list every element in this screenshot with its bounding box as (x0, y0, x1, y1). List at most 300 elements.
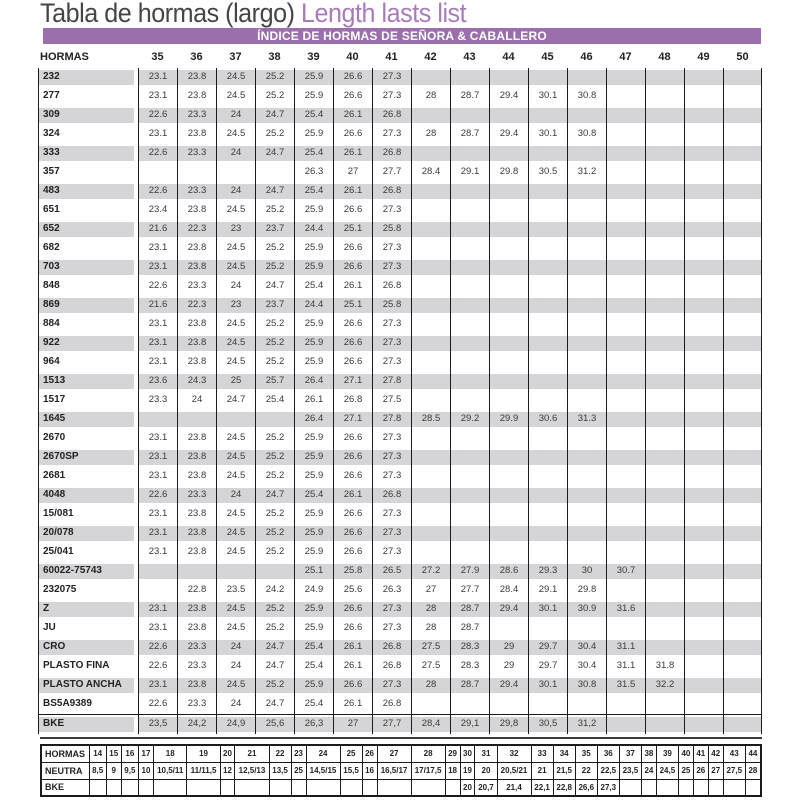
table-cell (684, 715, 723, 734)
table-cell (450, 201, 489, 220)
table-cell (489, 543, 528, 562)
table-cell (606, 353, 645, 372)
table-cell (567, 277, 606, 296)
bottom-row (41, 745, 761, 762)
table-cell (723, 448, 762, 467)
table-cell (489, 391, 528, 410)
bottom-cell: 15 (106, 745, 121, 762)
table-cell: 27.1 (333, 410, 372, 429)
table-cell: 26.1 (294, 391, 333, 410)
table-cell: 24 (216, 695, 255, 714)
table-cell: 23.1 (138, 315, 177, 334)
size-header: 41 (385, 51, 398, 63)
table-cell: 25.2 (255, 125, 294, 144)
bottom-cell: 20 (460, 779, 475, 796)
table-cell (684, 125, 723, 144)
table-cell: 25.2 (255, 524, 294, 543)
table-cell (450, 505, 489, 524)
table-cell (489, 619, 528, 638)
table-cell (684, 182, 723, 201)
table-cell: 25.4 (294, 486, 333, 505)
table-cell: 24.5 (216, 315, 255, 334)
table-cell (723, 182, 762, 201)
table-cell: 26.1 (333, 277, 372, 296)
table-cell: 25.9 (294, 125, 333, 144)
table-cell: 25.4 (294, 638, 333, 657)
table-cell (645, 524, 684, 543)
bottom-cell: 21 (531, 762, 553, 779)
table-cell: 26.8 (372, 695, 411, 714)
table-row (38, 505, 762, 524)
table-cell (606, 201, 645, 220)
table-cell (606, 239, 645, 258)
table-row (38, 220, 762, 239)
table-cell (489, 201, 528, 220)
table-cell: 23.8 (177, 600, 216, 619)
table-cell: 27.3 (372, 600, 411, 619)
table-cell: 22.6 (138, 106, 177, 125)
table-cell: 30.7 (606, 562, 645, 581)
row-label: CRO (38, 638, 134, 657)
table-cell: 28 (411, 600, 450, 619)
table-cell (528, 68, 567, 87)
table-cell (645, 277, 684, 296)
table-cell: 26.1 (333, 106, 372, 125)
bottom-cell: 17 (139, 745, 154, 762)
table-cell: 30.1 (528, 87, 567, 106)
table-row (38, 562, 762, 581)
bottom-cell: 28 (411, 745, 445, 762)
table-cell: 23.1 (138, 448, 177, 467)
table-cell: 24.7 (255, 182, 294, 201)
bottom-cell (377, 779, 411, 796)
table-cell: 22.6 (138, 277, 177, 296)
table-cell (684, 638, 723, 657)
bottom-cell (693, 779, 708, 796)
table-cell (528, 144, 567, 163)
table-cell (177, 163, 216, 182)
bottom-cell (340, 779, 362, 796)
table-cell: 27.5 (411, 657, 450, 676)
table-cell (489, 277, 528, 296)
table-cell: 30.1 (528, 125, 567, 144)
table-cell (606, 391, 645, 410)
table-cell: 23.8 (177, 448, 216, 467)
table-cell (567, 467, 606, 486)
table-cell: 31.8 (645, 657, 684, 676)
table-row (38, 467, 762, 486)
table-cell: 29.1 (450, 163, 489, 182)
table-cell: 24.5 (216, 467, 255, 486)
table-cell: 25.2 (255, 87, 294, 106)
table-cell: 23.1 (138, 467, 177, 486)
table-cell (489, 486, 528, 505)
bottom-cell: 22,5 (597, 762, 619, 779)
table-cell: 23.3 (177, 695, 216, 714)
table-cell (684, 353, 723, 372)
table-cell: 24,9 (216, 715, 255, 734)
table-cell: 24 (216, 106, 255, 125)
table-cell: 27.1 (333, 372, 372, 391)
table-cell (411, 239, 450, 258)
table-cell: 26.6 (333, 68, 372, 87)
table-banner: ÍNDICE DE HORMAS DE SEÑORA & CABALLERO (43, 28, 761, 44)
table-cell: 26.6 (333, 619, 372, 638)
table-cell: 25.9 (294, 87, 333, 106)
table-cell: 23.1 (138, 353, 177, 372)
table-cell: 24 (216, 182, 255, 201)
table-cell (723, 391, 762, 410)
table-cell (723, 695, 762, 714)
divider-rule (40, 737, 762, 739)
table-cell: 26.1 (333, 182, 372, 201)
size-header: 49 (697, 51, 710, 63)
row-label: 20/078 (38, 524, 134, 543)
table-cell (177, 562, 216, 581)
table-cell (567, 182, 606, 201)
table-cell (528, 619, 567, 638)
table-cell: 29.4 (489, 676, 528, 695)
table-cell (489, 68, 528, 87)
table-cell: 29.1 (528, 581, 567, 600)
table-cell: 28.7 (450, 619, 489, 638)
table-cell (606, 258, 645, 277)
table-cell (684, 619, 723, 638)
table-cell: 25.2 (255, 239, 294, 258)
table-row (38, 239, 762, 258)
table-cell (528, 372, 567, 391)
table-cell: 25.7 (255, 372, 294, 391)
table-cell: 30.1 (528, 676, 567, 695)
table-row (38, 581, 762, 600)
table-row (38, 410, 762, 429)
table-cell: 25.2 (255, 68, 294, 87)
size-header: 48 (658, 51, 671, 63)
table-cell (645, 334, 684, 353)
table-row (38, 448, 762, 467)
table-row (38, 600, 762, 619)
table-cell: 27 (333, 715, 372, 734)
table-cell: 29.7 (528, 638, 567, 657)
table-cell (528, 486, 567, 505)
bottom-table-wrap (40, 744, 762, 797)
bottom-cell: 22,1 (531, 779, 553, 796)
table-cell: 23.1 (138, 87, 177, 106)
row-label: 682 (38, 239, 134, 258)
table-cell: 26.3 (372, 581, 411, 600)
table-cell (450, 182, 489, 201)
size-header: 36 (190, 51, 203, 63)
table-cell: 24.7 (255, 695, 294, 714)
bottom-cell: 25 (340, 745, 362, 762)
table-cell (645, 353, 684, 372)
bottom-cell: 20,7 (475, 779, 497, 796)
table-cell (684, 334, 723, 353)
table-cell: 24 (216, 486, 255, 505)
row-label: 2681 (38, 467, 134, 486)
table-cell: 23.3 (177, 657, 216, 676)
table-cell (450, 68, 489, 87)
table-cell (723, 524, 762, 543)
table-cell: 25.4 (255, 391, 294, 410)
bottom-cell: 11/11,5 (187, 762, 220, 779)
table-cell: 30,5 (528, 715, 567, 734)
table-cell (450, 315, 489, 334)
table-cell: 25.9 (294, 676, 333, 695)
bottom-table (40, 744, 762, 797)
row-label: PLASTO ANCHA (38, 676, 134, 695)
table-cell: 27.5 (372, 391, 411, 410)
table-cell (684, 163, 723, 182)
table-cell: 27 (411, 581, 450, 600)
row-label: 922 (38, 334, 134, 353)
table-cell (528, 220, 567, 239)
table-cell: 25.2 (255, 334, 294, 353)
table-cell (489, 372, 528, 391)
table-cell: 29 (489, 638, 528, 657)
table-cell: 26.6 (333, 125, 372, 144)
table-cell: 25.1 (294, 562, 333, 581)
table-cell: 24.5 (216, 68, 255, 87)
table-cell: 23.8 (177, 619, 216, 638)
table-cell (528, 429, 567, 448)
table-cell: 24.5 (216, 201, 255, 220)
table-cell (645, 467, 684, 486)
table-cell: 24.5 (216, 87, 255, 106)
table-cell: 24.5 (216, 125, 255, 144)
table-cell (450, 543, 489, 562)
bottom-cell (153, 779, 187, 796)
table-cell (567, 144, 606, 163)
table-cell: 28.6 (489, 562, 528, 581)
table-cell: 32.2 (645, 676, 684, 695)
table-cell: 25,6 (255, 715, 294, 734)
table-cell (723, 581, 762, 600)
table-cell: 25.9 (294, 239, 333, 258)
bottom-cell: 15,5 (340, 762, 362, 779)
size-header: 35 (151, 51, 164, 63)
bottom-cell: 38 (641, 745, 656, 762)
table-cell: 26,3 (294, 715, 333, 734)
table-cell (489, 524, 528, 543)
row-label: BS5A9389 (38, 695, 134, 714)
table-cell (138, 581, 177, 600)
table-cell: 26.6 (333, 258, 372, 277)
table-row (38, 486, 762, 505)
bottom-cell: 14,5/15 (306, 762, 340, 779)
row-label: Z (38, 600, 134, 619)
table-cell: 23.3 (177, 182, 216, 201)
row-label: 277 (38, 87, 134, 106)
table-cell: 24.7 (255, 657, 294, 676)
table-cell (177, 410, 216, 429)
table-cell: 27.3 (372, 619, 411, 638)
table-cell (450, 277, 489, 296)
table-cell (684, 296, 723, 315)
table-cell: 25.9 (294, 467, 333, 486)
table-cell (645, 715, 684, 734)
table-cell: 29,8 (489, 715, 528, 734)
table-cell (450, 239, 489, 258)
row-label: 60022-75743 (38, 562, 134, 581)
table-cell (489, 220, 528, 239)
table-cell: 27.8 (372, 410, 411, 429)
table-cell: 24.5 (216, 353, 255, 372)
table-cell (567, 334, 606, 353)
bottom-cell (89, 779, 106, 796)
table-cell: 24 (216, 657, 255, 676)
table-cell: 23.3 (177, 277, 216, 296)
table-cell: 25.2 (255, 201, 294, 220)
table-cell: 26.8 (372, 144, 411, 163)
table-cell: 25.9 (294, 448, 333, 467)
table-cell (684, 524, 723, 543)
table-cell: 25.4 (294, 657, 333, 676)
table-cell: 25.9 (294, 619, 333, 638)
bottom-cell: 29 (445, 745, 460, 762)
table-cell (606, 581, 645, 600)
table-cell (489, 505, 528, 524)
table-cell: 25.8 (333, 562, 372, 581)
table-cell (411, 543, 450, 562)
table-cell: 25.9 (294, 543, 333, 562)
table-cell: 27.3 (372, 524, 411, 543)
table-cell (567, 486, 606, 505)
bottom-cell: 39 (656, 745, 678, 762)
table-cell (567, 68, 606, 87)
bottom-cell (139, 779, 154, 796)
bottom-cell (708, 779, 723, 796)
table-cell (606, 87, 645, 106)
table-cell: 24.7 (255, 277, 294, 296)
table-cell: 23.1 (138, 258, 177, 277)
table-cell (411, 334, 450, 353)
size-header: 43 (463, 51, 476, 63)
table-cell: 30.8 (567, 676, 606, 695)
table-cell (645, 144, 684, 163)
table-cell (489, 315, 528, 334)
table-cell: 24.5 (216, 600, 255, 619)
table-cell: 26.1 (333, 638, 372, 657)
table-cell (450, 258, 489, 277)
table-cell: 23.1 (138, 239, 177, 258)
table-cell: 27.3 (372, 315, 411, 334)
table-cell (567, 429, 606, 448)
table-cell: 25.8 (372, 296, 411, 315)
table-cell: 23.8 (177, 676, 216, 695)
table-cell (684, 372, 723, 391)
table-cell (645, 372, 684, 391)
table-cell (450, 429, 489, 448)
table-cell: 28.3 (450, 657, 489, 676)
table-row (38, 68, 762, 87)
table-cell: 26.6 (333, 87, 372, 106)
table-cell (606, 163, 645, 182)
size-header: 50 (736, 51, 749, 63)
table-cell: 25.2 (255, 676, 294, 695)
table-cell (255, 562, 294, 581)
table-cell (723, 68, 762, 87)
table-cell: 22.6 (138, 638, 177, 657)
bottom-row (41, 779, 761, 796)
table-cell (723, 600, 762, 619)
bottom-cell: 18 (445, 762, 460, 779)
bottom-cell: 20,5/21 (497, 762, 531, 779)
table-cell: 23.1 (138, 125, 177, 144)
table-cell: 23.8 (177, 334, 216, 353)
table-cell (606, 429, 645, 448)
table-cell (255, 410, 294, 429)
table-cell: 24.5 (216, 524, 255, 543)
bottom-cell: 26,6 (575, 779, 597, 796)
table-cell (645, 448, 684, 467)
table-cell: 26.4 (294, 410, 333, 429)
table-cell (606, 505, 645, 524)
table-cell (528, 239, 567, 258)
table-cell (411, 277, 450, 296)
table-cell (567, 106, 606, 125)
table-cell (528, 315, 567, 334)
table-cell (450, 391, 489, 410)
table-cell (411, 372, 450, 391)
table-cell (684, 220, 723, 239)
table-cell (723, 562, 762, 581)
table-cell (528, 524, 567, 543)
bottom-cell: 16 (121, 745, 138, 762)
row-label: 2670 (38, 429, 134, 448)
table-cell: 23.8 (177, 505, 216, 524)
table-cell (723, 638, 762, 657)
table-cell: 31.1 (606, 638, 645, 657)
table-cell: 22.6 (138, 695, 177, 714)
table-cell (684, 144, 723, 163)
table-cell (645, 505, 684, 524)
table-cell: 25.6 (333, 581, 372, 600)
table-cell: 26.8 (372, 657, 411, 676)
bottom-cell: 31 (475, 745, 497, 762)
bottom-cell: 36 (597, 745, 619, 762)
bottom-cell: 27,5 (723, 762, 745, 779)
table-cell: 28 (411, 125, 450, 144)
table-cell: 25.4 (294, 695, 333, 714)
table-cell (138, 163, 177, 182)
table-cell (723, 106, 762, 125)
table-cell (723, 144, 762, 163)
table-cell (528, 695, 567, 714)
bottom-cell: 27,3 (597, 779, 619, 796)
table-cell: 24.7 (255, 486, 294, 505)
table-cell (645, 391, 684, 410)
table-row (38, 714, 762, 734)
table-cell (528, 448, 567, 467)
table-cell: 30.9 (567, 600, 606, 619)
table-cell: 23.8 (177, 201, 216, 220)
table-cell: 25 (216, 372, 255, 391)
size-header: 46 (580, 51, 593, 63)
table-row (38, 391, 762, 410)
table-cell: 29.4 (489, 87, 528, 106)
table-cell: 23.8 (177, 87, 216, 106)
table-cell (411, 695, 450, 714)
table-cell (723, 486, 762, 505)
table-cell: 24 (177, 391, 216, 410)
table-cell (645, 125, 684, 144)
table-cell: 24 (216, 277, 255, 296)
table-cell (528, 334, 567, 353)
hormas-header-label: HORMAS (40, 51, 89, 63)
row-label: JU (38, 619, 134, 638)
table-cell (645, 106, 684, 125)
